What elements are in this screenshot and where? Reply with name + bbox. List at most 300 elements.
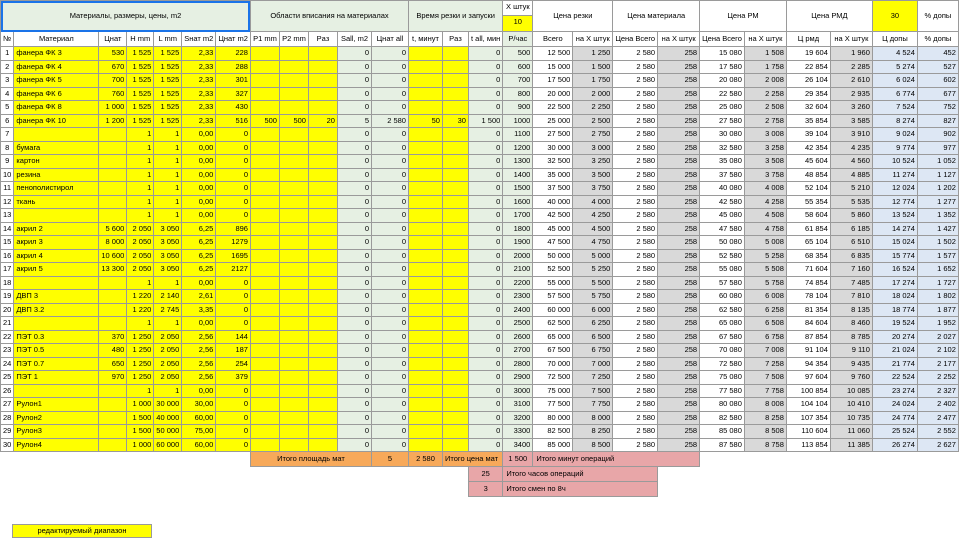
cell[interactable]: 1 250 — [127, 344, 154, 358]
cell[interactable]: 2500 — [503, 317, 533, 331]
cell[interactable] — [279, 60, 308, 74]
cell[interactable]: 2 252 — [917, 371, 958, 385]
cell[interactable] — [279, 195, 308, 209]
cell[interactable] — [408, 101, 442, 115]
cell[interactable]: 0 — [468, 101, 502, 115]
cell[interactable]: 47 500 — [533, 236, 573, 250]
cell[interactable] — [279, 141, 308, 155]
cell[interactable]: 4 750 — [573, 236, 613, 250]
cell[interactable]: 1279 — [216, 236, 251, 250]
cell[interactable] — [99, 128, 127, 142]
cell[interactable]: 2 477 — [917, 411, 958, 425]
cell[interactable]: 25 080 — [700, 101, 745, 115]
cell[interactable] — [250, 47, 279, 61]
cell[interactable]: 2 750 — [573, 128, 613, 142]
cell[interactable]: 17 274 — [872, 276, 917, 290]
cell[interactable]: 8 250 — [573, 425, 613, 439]
cell[interactable]: 144 — [216, 330, 251, 344]
cell[interactable]: 1 952 — [917, 317, 958, 331]
cell[interactable]: 35 854 — [786, 114, 830, 128]
cell[interactable] — [442, 303, 468, 317]
cell[interactable]: 60 000 — [533, 303, 573, 317]
cell[interactable]: 7 258 — [744, 357, 786, 371]
column-header[interactable]: на Х штук — [830, 32, 872, 47]
cell[interactable]: 1 525 — [127, 101, 154, 115]
cell[interactable] — [308, 330, 337, 344]
cell[interactable]: 0 — [371, 182, 408, 196]
cell[interactable]: 5 750 — [573, 290, 613, 304]
cell[interactable]: 3400 — [503, 438, 533, 452]
cell[interactable]: 2 627 — [917, 438, 958, 452]
cell[interactable]: 0 — [468, 47, 502, 61]
cell[interactable]: 0 — [468, 371, 502, 385]
cell[interactable]: 0 — [337, 290, 371, 304]
cell[interactable]: 0,00 — [182, 168, 216, 182]
cell[interactable]: 20 080 — [700, 74, 745, 88]
cell[interactable]: 14 274 — [872, 222, 917, 236]
cell[interactable] — [250, 398, 279, 412]
cell[interactable]: 0 — [468, 263, 502, 277]
cell[interactable]: 4 258 — [744, 195, 786, 209]
cell[interactable]: 2 580 — [613, 317, 658, 331]
cell[interactable]: 6,25 — [182, 249, 216, 263]
cell[interactable]: 2 580 — [613, 357, 658, 371]
cell[interactable]: 75 000 — [533, 384, 573, 398]
cell[interactable]: 7 000 — [573, 357, 613, 371]
cell[interactable]: 23 — [1, 344, 14, 358]
cell[interactable]: 5 600 — [99, 222, 127, 236]
cell[interactable] — [14, 209, 99, 223]
cell[interactable]: 752 — [917, 101, 958, 115]
cell[interactable]: 5 500 — [573, 276, 613, 290]
cell[interactable]: 2 402 — [917, 398, 958, 412]
cell[interactable]: 50 000 — [154, 425, 182, 439]
total-area-value[interactable]: 5 — [371, 452, 408, 467]
cell[interactable]: бумага — [14, 141, 99, 155]
cell[interactable]: 258 — [658, 438, 700, 452]
cell[interactable]: 0,00 — [182, 182, 216, 196]
cell[interactable]: 8 135 — [830, 303, 872, 317]
cell[interactable]: 0 — [468, 209, 502, 223]
cell[interactable]: 3 500 — [573, 168, 613, 182]
cell[interactable] — [408, 303, 442, 317]
cell[interactable]: 3000 — [503, 384, 533, 398]
cell[interactable]: акрил 4 — [14, 249, 99, 263]
cell[interactable]: 80 000 — [533, 411, 573, 425]
cell[interactable] — [442, 438, 468, 452]
cell[interactable]: 0 — [371, 195, 408, 209]
cell[interactable]: 9 024 — [872, 128, 917, 142]
cell[interactable]: ПЭТ 0.7 — [14, 357, 99, 371]
column-header[interactable]: на Х штук — [744, 32, 786, 47]
cell[interactable]: 3 050 — [154, 249, 182, 263]
header-cut-price[interactable]: Цена резки — [533, 1, 613, 32]
cell[interactable] — [408, 74, 442, 88]
cell[interactable] — [99, 425, 127, 439]
cell[interactable]: 20 274 — [872, 330, 917, 344]
cell[interactable]: 2 745 — [154, 303, 182, 317]
cell[interactable]: 6,25 — [182, 222, 216, 236]
cell[interactable]: 8 785 — [830, 330, 872, 344]
cell[interactable]: 7 500 — [573, 384, 613, 398]
cell[interactable]: 19 — [1, 290, 14, 304]
cell[interactable]: 1400 — [503, 168, 533, 182]
cell[interactable]: 650 — [99, 357, 127, 371]
cell[interactable]: 0 — [371, 128, 408, 142]
cell[interactable]: 0 — [337, 249, 371, 263]
cell[interactable]: 35 080 — [700, 155, 745, 169]
cell[interactable]: 3 910 — [830, 128, 872, 142]
cell[interactable]: 2 177 — [917, 357, 958, 371]
cell[interactable]: 2,56 — [182, 344, 216, 358]
cell[interactable]: 18 774 — [872, 303, 917, 317]
cell[interactable]: 52 580 — [700, 249, 745, 263]
column-header[interactable]: Ц допы — [872, 32, 917, 47]
cell[interactable]: 1000 — [503, 114, 533, 128]
column-header[interactable]: L mm — [154, 32, 182, 47]
cell[interactable] — [408, 330, 442, 344]
cell[interactable]: 0 — [216, 128, 251, 142]
column-header[interactable]: Цнат m2 — [216, 32, 251, 47]
cell[interactable] — [250, 290, 279, 304]
cell[interactable]: 0 — [468, 384, 502, 398]
cell[interactable]: 1 525 — [154, 60, 182, 74]
cell[interactable]: 1 525 — [154, 87, 182, 101]
column-header[interactable]: Цнат all — [371, 32, 408, 47]
cell[interactable]: 258 — [658, 87, 700, 101]
cell[interactable]: 55 354 — [786, 195, 830, 209]
cell[interactable] — [250, 141, 279, 155]
cell[interactable]: 2 580 — [613, 114, 658, 128]
cell[interactable]: 26 104 — [786, 74, 830, 88]
cell[interactable]: 2,33 — [182, 74, 216, 88]
cell[interactable]: 2 580 — [613, 384, 658, 398]
cell[interactable] — [99, 290, 127, 304]
cell[interactable]: 2 580 — [613, 344, 658, 358]
cell[interactable]: 1 — [1, 47, 14, 61]
cell[interactable]: 977 — [917, 141, 958, 155]
cell[interactable]: 2 580 — [613, 101, 658, 115]
cell[interactable]: 0,00 — [182, 384, 216, 398]
cell[interactable]: 0 — [371, 236, 408, 250]
cell[interactable]: 0,00 — [182, 317, 216, 331]
column-header[interactable]: на Х штук — [658, 32, 700, 47]
cell[interactable]: 0 — [337, 87, 371, 101]
cell[interactable]: 3 — [1, 74, 14, 88]
cell[interactable]: 1 — [154, 209, 182, 223]
cell[interactable] — [279, 303, 308, 317]
cell[interactable]: 0 — [468, 330, 502, 344]
cell[interactable]: 27 — [1, 398, 14, 412]
cell[interactable] — [408, 195, 442, 209]
column-header[interactable]: Цнат — [99, 32, 127, 47]
cell[interactable] — [279, 411, 308, 425]
cell[interactable] — [442, 168, 468, 182]
cell[interactable]: 3 750 — [573, 182, 613, 196]
cell[interactable]: 0 — [337, 222, 371, 236]
cell[interactable]: 10 600 — [99, 249, 127, 263]
cell[interactable] — [308, 182, 337, 196]
cell[interactable] — [308, 168, 337, 182]
cell[interactable]: 30,00 — [182, 398, 216, 412]
cell[interactable]: 26 274 — [872, 438, 917, 452]
cell[interactable]: 3 508 — [744, 155, 786, 169]
cell[interactable]: 0 — [371, 222, 408, 236]
cell[interactable] — [308, 344, 337, 358]
column-header[interactable]: Sнат m2 — [182, 32, 216, 47]
cell[interactable] — [99, 195, 127, 209]
cell[interactable]: 45 080 — [700, 209, 745, 223]
cell[interactable] — [442, 249, 468, 263]
cell[interactable] — [308, 384, 337, 398]
cell[interactable]: 0 — [216, 141, 251, 155]
cell[interactable] — [408, 411, 442, 425]
cell[interactable]: 0 — [371, 276, 408, 290]
cell[interactable]: 0 — [371, 384, 408, 398]
cell[interactable]: 40 080 — [700, 182, 745, 196]
cell[interactable] — [308, 87, 337, 101]
cell[interactable] — [442, 425, 468, 439]
cell[interactable]: 0 — [216, 317, 251, 331]
cell[interactable]: 11 060 — [830, 425, 872, 439]
cell[interactable] — [308, 74, 337, 88]
cell[interactable]: 2 050 — [154, 344, 182, 358]
cell[interactable]: 8 — [1, 141, 14, 155]
cell[interactable]: 24 774 — [872, 411, 917, 425]
cell[interactable]: 2 580 — [613, 236, 658, 250]
cell[interactable] — [308, 303, 337, 317]
cell[interactable]: 0 — [468, 303, 502, 317]
cell[interactable]: 6 024 — [872, 74, 917, 88]
cell[interactable]: 21 774 — [872, 357, 917, 371]
cell[interactable] — [99, 303, 127, 317]
cell[interactable]: 2 580 — [613, 330, 658, 344]
cell[interactable]: 3 000 — [573, 141, 613, 155]
cell[interactable]: 1 — [127, 209, 154, 223]
cell[interactable]: 0 — [337, 128, 371, 142]
cell[interactable]: 258 — [658, 101, 700, 115]
cell[interactable]: 700 — [99, 74, 127, 88]
cell[interactable]: 1 877 — [917, 303, 958, 317]
cell[interactable]: 527 — [917, 60, 958, 74]
cell[interactable] — [442, 47, 468, 61]
cell[interactable]: 2 580 — [613, 411, 658, 425]
cell[interactable]: 1 250 — [127, 357, 154, 371]
cell[interactable]: 2,56 — [182, 357, 216, 371]
cell[interactable]: 0 — [371, 87, 408, 101]
cell[interactable]: 16 524 — [872, 263, 917, 277]
column-header[interactable]: Sall, m2 — [337, 32, 371, 47]
cell[interactable]: фанера ФК 6 — [14, 87, 99, 101]
cell[interactable]: 3100 — [503, 398, 533, 412]
cell[interactable]: ДВП 3.2 — [14, 303, 99, 317]
cell[interactable]: 0 — [371, 290, 408, 304]
cell[interactable]: 3 260 — [830, 101, 872, 115]
cell[interactable]: 800 — [503, 87, 533, 101]
cell[interactable]: 42 354 — [786, 141, 830, 155]
cell[interactable]: 0 — [216, 182, 251, 196]
cell[interactable]: 0 — [337, 384, 371, 398]
cell[interactable]: 1 525 — [127, 114, 154, 128]
cell[interactable] — [250, 317, 279, 331]
cell[interactable]: 500 — [279, 114, 308, 128]
cell[interactable]: 8 460 — [830, 317, 872, 331]
cell[interactable]: 2400 — [503, 303, 533, 317]
cell[interactable] — [308, 317, 337, 331]
cell[interactable] — [279, 357, 308, 371]
header-mat-price[interactable]: Цена материала — [613, 1, 700, 32]
cell[interactable]: 4 524 — [872, 47, 917, 61]
cell[interactable]: 1100 — [503, 128, 533, 142]
cell[interactable]: 13 524 — [872, 209, 917, 223]
cell[interactable]: 0 — [371, 263, 408, 277]
cell[interactable]: 12 024 — [872, 182, 917, 196]
cell[interactable]: 1 — [154, 195, 182, 209]
cell[interactable]: 6 500 — [573, 330, 613, 344]
cell[interactable]: 67 500 — [533, 344, 573, 358]
cell[interactable] — [279, 128, 308, 142]
cell[interactable]: 22 — [1, 330, 14, 344]
cell[interactable] — [442, 87, 468, 101]
cell[interactable] — [279, 317, 308, 331]
header-rmd-price[interactable]: Цена РМД — [786, 1, 872, 32]
cell[interactable] — [250, 74, 279, 88]
cell[interactable] — [408, 425, 442, 439]
cell[interactable]: 327 — [216, 87, 251, 101]
cell[interactable]: 17 500 — [533, 74, 573, 88]
cell[interactable]: 0 — [371, 249, 408, 263]
cell[interactable] — [442, 128, 468, 142]
cell[interactable]: 1 802 — [917, 290, 958, 304]
cell[interactable] — [99, 317, 127, 331]
cell[interactable]: 1 — [154, 128, 182, 142]
cell[interactable]: 1 — [127, 155, 154, 169]
cell[interactable] — [442, 74, 468, 88]
cell[interactable]: 2,33 — [182, 101, 216, 115]
cell[interactable] — [279, 74, 308, 88]
cell[interactable]: 0 — [337, 357, 371, 371]
cell[interactable]: 2600 — [503, 330, 533, 344]
cell[interactable]: 258 — [658, 425, 700, 439]
cell[interactable] — [408, 209, 442, 223]
cell[interactable] — [442, 384, 468, 398]
cell[interactable]: 9 — [1, 155, 14, 169]
cell[interactable]: 23 274 — [872, 384, 917, 398]
cell[interactable]: 32 604 — [786, 101, 830, 115]
header-areas[interactable]: Области вписания на материалах — [250, 1, 408, 32]
ops-hours-value[interactable]: 25 — [468, 467, 502, 482]
cell[interactable]: 50 080 — [700, 236, 745, 250]
cell[interactable]: 5 508 — [744, 263, 786, 277]
cell[interactable] — [279, 87, 308, 101]
cell[interactable]: 2 552 — [917, 425, 958, 439]
cell[interactable]: 1500 — [503, 182, 533, 196]
cell[interactable]: 1 500 — [573, 60, 613, 74]
cell[interactable]: акрил 5 — [14, 263, 99, 277]
cell[interactable] — [308, 249, 337, 263]
cell[interactable] — [250, 276, 279, 290]
cell[interactable]: 2,33 — [182, 114, 216, 128]
cell[interactable]: 228 — [216, 47, 251, 61]
cell[interactable]: ПЭТ 0.3 — [14, 330, 99, 344]
column-header[interactable]: P/час — [503, 32, 533, 47]
cell[interactable]: акрил 3 — [14, 236, 99, 250]
cell[interactable]: 13 — [1, 209, 14, 223]
cell[interactable]: ПЭТ 0.5 — [14, 344, 99, 358]
cell[interactable]: 58 604 — [786, 209, 830, 223]
cell[interactable]: 2800 — [503, 357, 533, 371]
cell[interactable]: 2 580 — [613, 195, 658, 209]
cell[interactable] — [308, 425, 337, 439]
cell[interactable]: Рулон1 — [14, 398, 99, 412]
cell[interactable]: 7 485 — [830, 276, 872, 290]
cell[interactable] — [408, 357, 442, 371]
cell[interactable]: 107 354 — [786, 411, 830, 425]
cell[interactable]: 1 — [154, 155, 182, 169]
cell[interactable]: 27 500 — [533, 128, 573, 142]
cell[interactable]: 77 500 — [533, 398, 573, 412]
cell[interactable]: 0 — [468, 290, 502, 304]
cell[interactable]: 0 — [468, 425, 502, 439]
cell[interactable]: 2 285 — [830, 60, 872, 74]
cell[interactable]: 6 835 — [830, 249, 872, 263]
cell[interactable] — [408, 438, 442, 452]
cell[interactable]: 1 508 — [744, 47, 786, 61]
cell[interactable]: 2127 — [216, 263, 251, 277]
cell[interactable]: 1 250 — [573, 47, 613, 61]
cell[interactable]: 0 — [468, 236, 502, 250]
cell[interactable]: 65 104 — [786, 236, 830, 250]
cell[interactable]: 7 508 — [744, 371, 786, 385]
cell[interactable] — [250, 371, 279, 385]
cell[interactable]: 0 — [468, 168, 502, 182]
cell[interactable]: 5 274 — [872, 60, 917, 74]
cell[interactable]: 2 580 — [613, 303, 658, 317]
cell[interactable]: 2 580 — [613, 398, 658, 412]
cell[interactable]: 2 580 — [613, 249, 658, 263]
cell[interactable]: 2 050 — [127, 263, 154, 277]
cell[interactable]: 4 008 — [744, 182, 786, 196]
cell[interactable]: 0 — [337, 195, 371, 209]
cell[interactable]: 0 — [371, 411, 408, 425]
cell[interactable] — [308, 236, 337, 250]
cell[interactable]: 0 — [371, 330, 408, 344]
cell[interactable]: 87 580 — [700, 438, 745, 452]
cell[interactable]: 4 885 — [830, 168, 872, 182]
cell[interactable]: 39 104 — [786, 128, 830, 142]
cell[interactable] — [250, 236, 279, 250]
cell[interactable] — [308, 47, 337, 61]
cell[interactable]: 258 — [658, 249, 700, 263]
cell[interactable] — [250, 209, 279, 223]
cell[interactable]: 2 580 — [613, 263, 658, 277]
cell[interactable]: 2000 — [503, 249, 533, 263]
cell[interactable]: 25 000 — [533, 114, 573, 128]
cell[interactable] — [250, 303, 279, 317]
cell[interactable] — [99, 155, 127, 169]
x-count-value[interactable]: 10 — [503, 15, 532, 31]
cell[interactable]: 1 — [154, 168, 182, 182]
cell[interactable]: 258 — [658, 141, 700, 155]
cell[interactable]: 65 080 — [700, 317, 745, 331]
cell[interactable]: 5 758 — [744, 276, 786, 290]
cell[interactable]: 0 — [337, 330, 371, 344]
cell[interactable] — [99, 276, 127, 290]
cell[interactable]: 80 080 — [700, 398, 745, 412]
cell[interactable] — [279, 47, 308, 61]
cell[interactable]: 11 — [1, 182, 14, 196]
cell[interactable]: 3 758 — [744, 168, 786, 182]
